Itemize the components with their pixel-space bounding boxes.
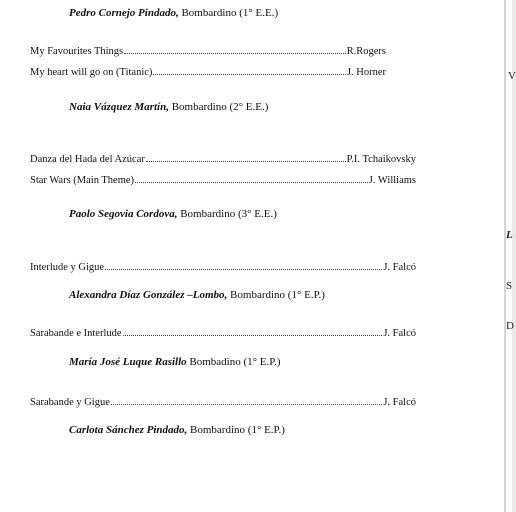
dot-leader — [124, 45, 345, 54]
performer-line — [69, 7, 278, 19]
piece-title: Sarabande y Gigue — [30, 397, 110, 408]
performer-name: Naia Vázquez Martín, — [69, 101, 169, 113]
dot-leader — [153, 66, 346, 75]
performer-instrument: Bombadino (1° E.P.) — [186, 356, 281, 368]
next-page-letter: D — [506, 320, 514, 332]
piece-title: Sarabande e Interlude — [30, 328, 122, 339]
performer-instrument: Bombardino (2° E.E.) — [168, 101, 269, 113]
program-row — [30, 327, 416, 339]
piece-composer: P.I. Tchaikovsky — [346, 154, 416, 165]
program-row — [30, 45, 386, 57]
performer-instrument: Bombardino (1° E.P.) — [227, 289, 325, 301]
performer-name: Paolo Segovia Cordova, — [69, 208, 178, 220]
piece-title: Star Wars (Main Theme) — [30, 175, 135, 186]
next-page-letter: L — [506, 229, 513, 241]
piece-composer: J. Falcó — [383, 262, 416, 273]
next-page-edge — [506, 0, 516, 512]
performer-instrument: Bombardino (3° E.E.) — [177, 208, 277, 220]
performer-line — [69, 289, 325, 301]
dot-leader — [146, 153, 346, 162]
next-page-letter: S — [506, 280, 513, 292]
program-row — [30, 261, 416, 273]
piece-title: My Favourites Things — [30, 46, 124, 57]
piece-composer: J. Williams — [368, 175, 416, 186]
program-row — [30, 66, 386, 78]
piece-composer: J. Falcó — [383, 397, 416, 408]
program-row — [30, 174, 416, 186]
dot-leader — [123, 327, 383, 336]
program-row — [30, 153, 416, 165]
piece-composer: R.Rogers — [346, 46, 386, 57]
performer-instrument: Bombardino (1° E.E.) — [178, 7, 279, 19]
program-row — [30, 396, 416, 408]
piece-title: My heart will go on (Titanic) — [30, 67, 153, 78]
performer-line — [69, 208, 277, 220]
piece-composer: J. Horner — [346, 67, 386, 78]
performer-instrument: Bombardino (1° E.P.) — [187, 424, 285, 436]
performer-name: Alexandra Díaz González –Lombo, — [69, 289, 228, 301]
performer-name: Pedro Cornejo Pindado, — [69, 7, 179, 19]
dot-leader — [111, 396, 382, 405]
performer-line — [69, 356, 281, 368]
performer-line — [69, 101, 268, 113]
dot-leader — [135, 174, 368, 183]
dot-leader — [105, 261, 382, 270]
performer-line — [69, 424, 285, 436]
next-page-letter: V — [508, 70, 516, 82]
performer-name: Carlota Sánchez Pindado, — [69, 424, 188, 436]
piece-title: Danza del Hada del Azúcar — [30, 154, 145, 165]
performer-name: María José Luque Rasillo — [69, 356, 187, 368]
piece-composer: J. Falcó — [383, 328, 416, 339]
piece-title: Interlude y Gigue — [30, 262, 105, 273]
